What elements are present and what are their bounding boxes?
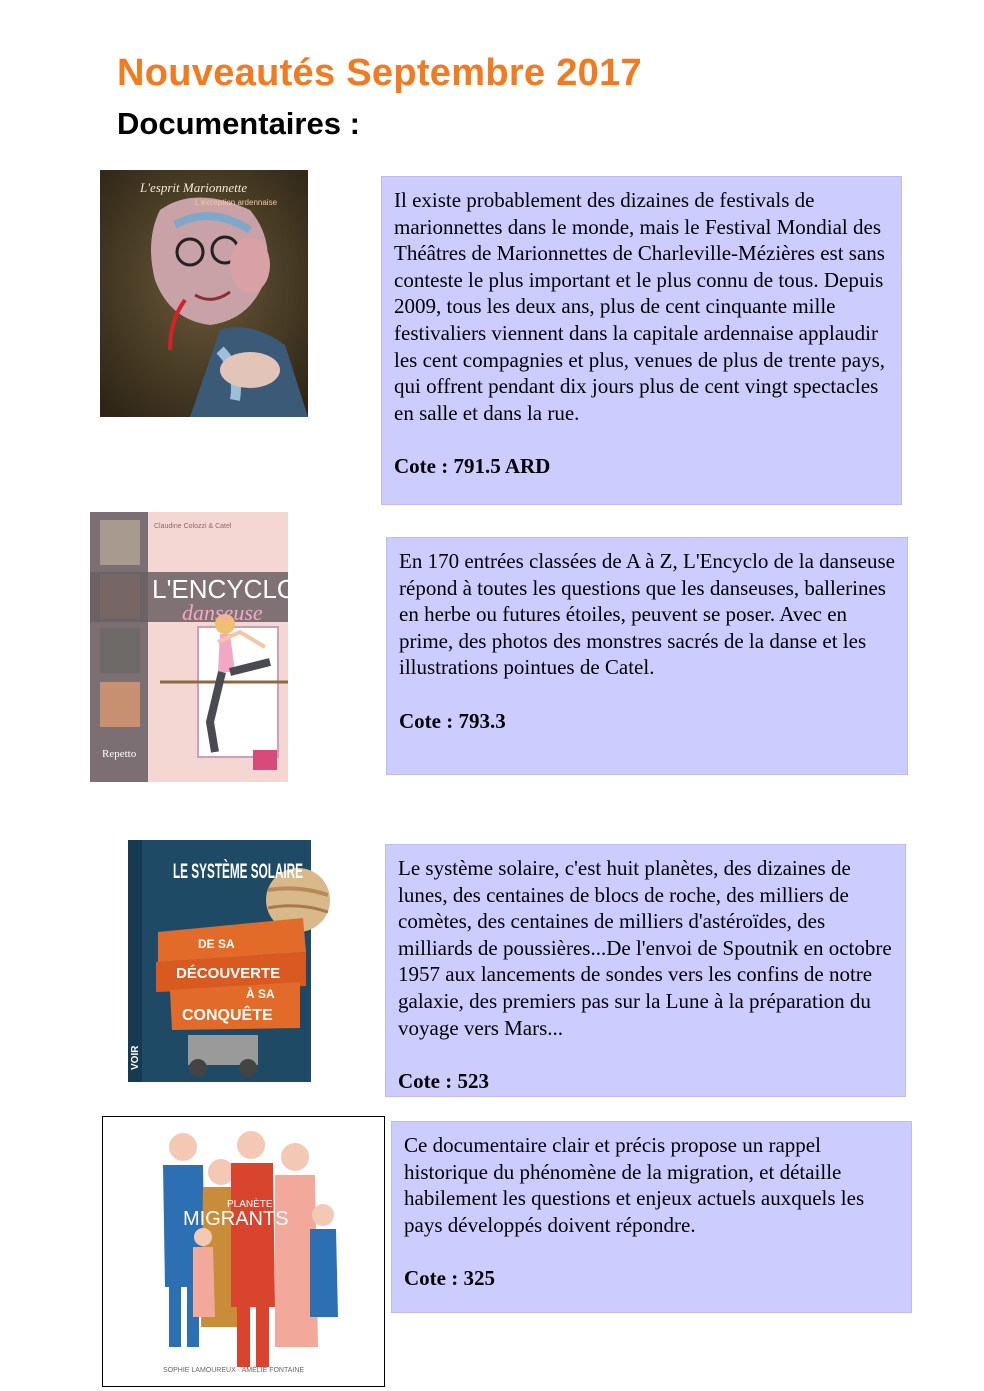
cover-banner-line-2: DÉCOUVERTE: [176, 965, 281, 982]
cover-authors-text: SOPHIE LAMOUREUX · AMÉLIE FONTAINE: [163, 1367, 305, 1374]
book-cote: Cote : 791.5 ARD: [394, 454, 551, 479]
cover-title-text: LE SYSTÈME SOLAIRE: [173, 860, 303, 883]
cover-banner-line-1: DE SA: [198, 937, 235, 951]
cover-authors-text: Claudine Colozzi & Catel: [154, 523, 232, 530]
cover-title-text: L'esprit Marionnette: [140, 180, 248, 195]
cover-sponsor-text: Repetto: [102, 748, 137, 760]
book-description: Il existe probablement des dizaines de festivals de marionnettes dans le monde, mais le Festival Mondial des Théâtres de Marionnettes de Charleville-Mézières est sans conteste le plus important et le plus connu de tous. Depuis 2009, tous les deux ans, plus de cent cinquante mille festivaliers viennent dans la capitale ardennaise applaudir les cent compagnies et plus, venues de plus de trente pays, qui offrent pendant dix jours plus de cent vingt spectacles en salle et dans la rue.: [394, 188, 886, 425]
marionnette-cover-art: [100, 170, 308, 417]
cover-subtitle-text: L'exception ardennaise: [195, 198, 278, 207]
book-cover-systeme-solaire: [128, 840, 311, 1082]
solaire-cover-art: [128, 840, 311, 1082]
migrants-cover-art: [103, 1117, 384, 1386]
cover-banner-line-3: À SA: [246, 987, 275, 1001]
cover-series-text: VOIR: [130, 1045, 141, 1070]
book-cover-encyclo-danseuse: [90, 512, 298, 782]
section-heading: Documentaires :: [117, 106, 360, 141]
book-cote: Cote : 793.3: [399, 708, 506, 733]
danseuse-cover-art: [90, 512, 298, 782]
cover-title-text: L'ENCYCLO: [152, 574, 298, 604]
cover-title-small-text: PLANÈTE: [227, 1199, 273, 1210]
book-description-box: [385, 844, 906, 1097]
page-title: Nouveautés Septembre 2017: [117, 52, 642, 94]
book-cover-planete-migrants: [102, 1116, 385, 1387]
cover-banner-line-4: CONQUÊTE: [182, 1007, 273, 1024]
cover-title-2-text: danseuse: [182, 600, 263, 625]
book-cote: Cote : 325: [404, 1266, 495, 1291]
book-description-box: [381, 176, 902, 505]
cover-title-text: MIGRANTS: [183, 1208, 289, 1230]
book-description: Le système solaire, c'est huit planètes, des dizaines de lunes, des centaines de blocs de roche, des milliers de comètes, des centaines de milliers d'astéroïdes, des milliards de poussières...De l'envoi de Spoutnik en octobre 1957 aux lancements de sondes vers les confins de notre galaxie, des premiers pas sur la Lune à la préparation du voyage vers Mars...: [398, 856, 892, 1040]
book-description: Ce documentaire clair et précis propose un rappel historique du phénomène de la migration, et détaille habilement les questions et enjeux actuels auxquels les pays développés doivent répondre.: [404, 1133, 865, 1237]
book-cote: Cote : 523: [398, 1069, 489, 1094]
book-description-box: [391, 1121, 912, 1313]
book-description: En 170 entrées classées de A à Z, L'Encyclo de la danseuse répond à toutes les questions que les danseuses, ballerines en herbe ou futures étoiles, peuvent se poser. Avec en prime, des photos des monstres sacrés de la danse et les illustrations pointues de Catel.: [399, 549, 895, 680]
book-cover-marionnette: [100, 170, 308, 417]
book-description-box: [386, 537, 908, 775]
